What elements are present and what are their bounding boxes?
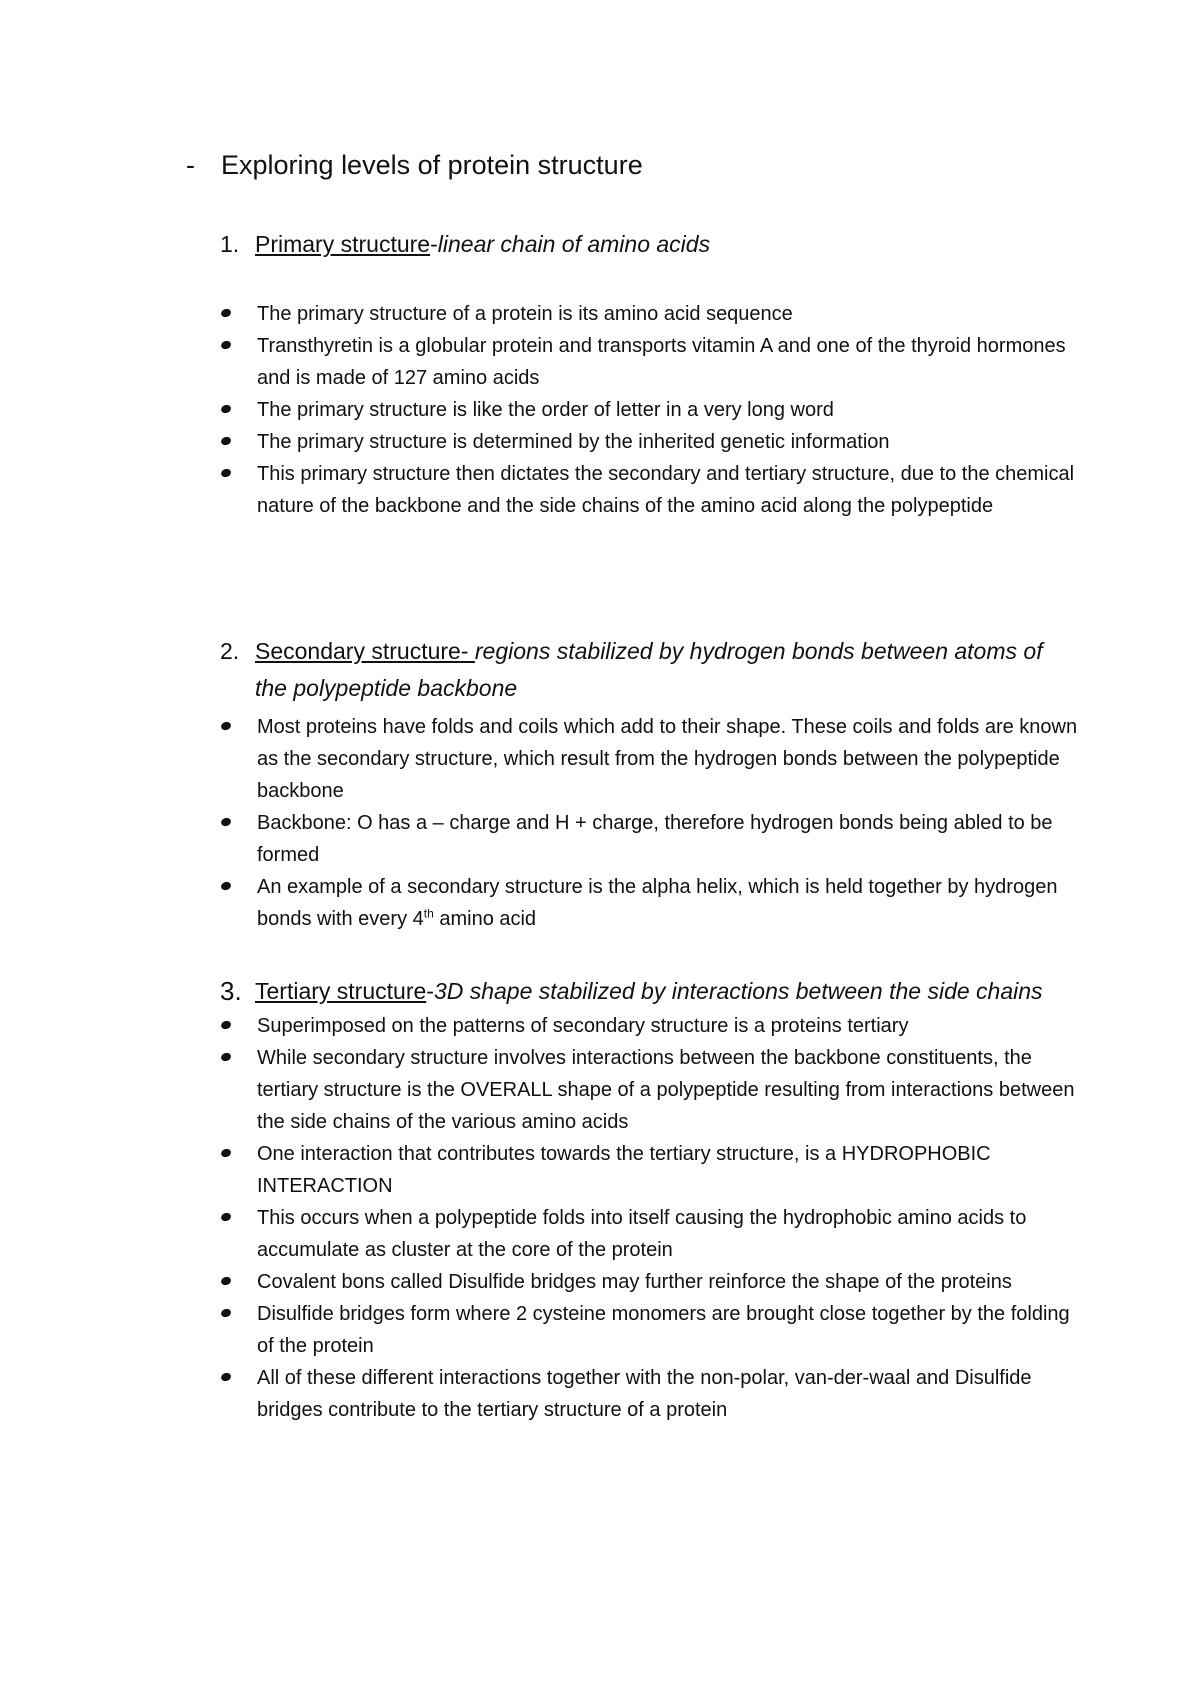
list-item: An example of a secondary structure is the alpha helix, which is held together by hydrogen bonds with every 4th amino acid (185, 871, 1080, 935)
bullet-icon (220, 1276, 232, 1287)
section-primary-structure (220, 226, 1080, 522)
bullet-icon (220, 881, 232, 892)
bullet-icon (220, 436, 232, 447)
list-item: The primary structure is determined by the inherited genetic information (185, 426, 1080, 458)
bullet-list (220, 298, 1080, 522)
bullet-icon (220, 1308, 232, 1319)
bullet-icon (220, 404, 232, 415)
bullet-icon (220, 1212, 232, 1223)
section-number: 3. (220, 976, 242, 1006)
section-separator: - (460, 638, 475, 664)
section-description: 3D shape stabilized by interactions between the side chains (433, 978, 1043, 1004)
list-item: Superimposed on the patterns of secondary structure is a proteins tertiary (185, 1010, 1080, 1042)
section-separator: - (430, 231, 438, 257)
section-heading (220, 633, 1080, 707)
section-number: 2. (220, 638, 240, 664)
section-heading (220, 973, 1080, 1010)
section-separator: - (426, 978, 434, 1004)
list-item: Disulfide bridges form where 2 cysteine monomers are brought close together by the folding of the protein (185, 1298, 1080, 1362)
list-item: All of these different interactions together with the non-polar, van-der-waal and Disulfide bridges contribute to the tertiary structure of a protein (185, 1362, 1080, 1426)
section-name: Primary structure (255, 231, 431, 257)
section-heading (220, 226, 1080, 263)
bullet-list (220, 1010, 1080, 1426)
bullet-icon (220, 340, 232, 351)
title-dash: - (186, 150, 195, 180)
list-item: While secondary structure involves interactions between the backbone constituents, the tertiary structure is the OVERALL shape of a polypeptide resulting from interactions between the side chains of the various amino acids (185, 1042, 1080, 1138)
list-item: Most proteins have folds and coils which add to their shape. These coils and folds are known as the secondary structure, which result from the hydrogen bonds between the polypeptide backbone (185, 711, 1080, 807)
bullet-icon (220, 817, 232, 828)
list-item: Transthyretin is a globular protein and transports vitamin A and one of the thyroid hormones and is made of 127 amino acids (185, 330, 1080, 394)
document-title (186, 150, 643, 181)
section-description: linear chain of amino acids (437, 231, 711, 257)
bullet-icon (220, 1020, 232, 1031)
title-text: Exploring levels of protein structure (221, 150, 643, 180)
list-item: The primary structure of a protein is its amino acid sequence (185, 298, 1080, 330)
section-name: Secondary structure (255, 638, 461, 664)
section-number: 1. (220, 231, 240, 257)
section-tertiary-structure (220, 973, 1080, 1426)
bullet-list (220, 711, 1080, 935)
bullet-icon (220, 1052, 232, 1063)
section-secondary-structure (220, 633, 1080, 935)
bullet-icon (220, 721, 232, 732)
list-item: Backbone: O has a – charge and H + charge, therefore hydrogen bonds being abled to be formed (185, 807, 1080, 871)
bullet-icon (220, 468, 232, 479)
list-item: Covalent bons called Disulfide bridges may further reinforce the shape of the proteins (185, 1266, 1080, 1298)
list-item: This primary structure then dictates the secondary and tertiary structure, due to the chemical nature of the backbone and the side chains of the amino acid along the polypeptide (185, 458, 1080, 522)
superscript-th: th (423, 906, 434, 921)
section-description: regions stabilized by hydrogen bonds between atoms of the polypeptide backbone (255, 638, 1043, 701)
bullet-icon (220, 1372, 232, 1383)
section-name: Tertiary structure (255, 978, 427, 1004)
bullet-icon (220, 1148, 232, 1159)
list-item: One interaction that contributes towards the tertiary structure, is a HYDROPHOBIC INTERACTION (185, 1138, 1080, 1202)
list-item: This occurs when a polypeptide folds into itself causing the hydrophobic amino acids to accumulate as cluster at the core of the protein (185, 1202, 1080, 1266)
bullet-icon (220, 308, 232, 319)
list-item: The primary structure is like the order of letter in a very long word (185, 394, 1080, 426)
